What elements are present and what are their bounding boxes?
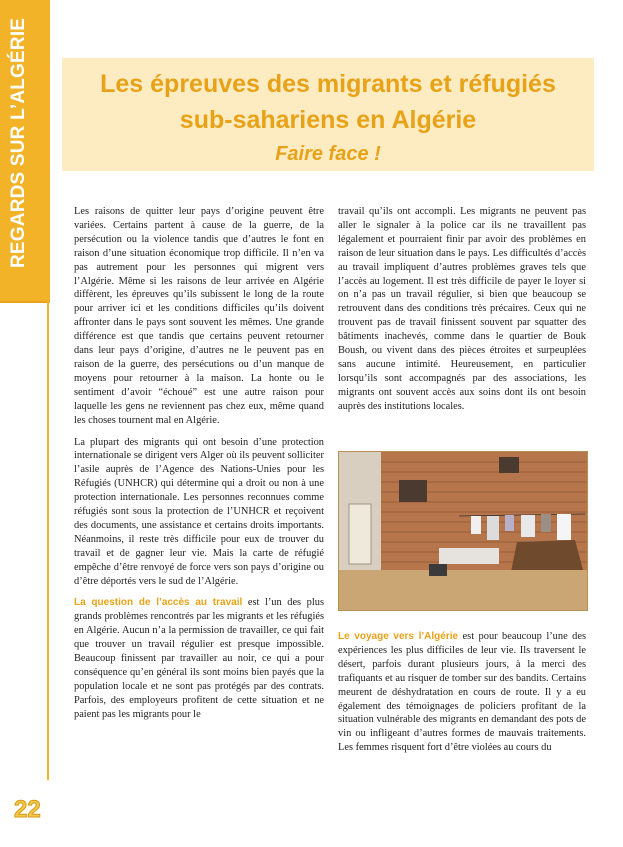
sidebar-rule [47, 0, 49, 780]
doorway [349, 504, 371, 564]
paragraph: Les raisons de quitter leur pays d’origine peuvent être variées. Certains partent à cause de la guerre, de la persécution ou la violence tandis que d’autres le font en raison d’une situation économique trop difficile. Il n’en va pas autrement pour les personnes qui migrent vers l’Algérie. Même si les raisons de leur arrivée en Algérie diffèrent, les épreuves qu’ils subissent le long de la route pour arriver ici et les conditions difficiles qu’ils doivent affronter dans le pays sont souvent les mêmes. Une grande différence est que tandis que certains peuvent retourner dans leur pays d’origine, d’autres ne le peuvent pas en raison de la guerre, des persécutions ou d’un manque de moyens pour retourner à la maison. La honte ou le sentiment d’avoir “échoué” est une autre raison pour laquelle les gens ne reviennent pas chez eux, même quand les choses tournent mal en Algérie. [74, 206, 324, 426]
highlighted-lead: Le voyage vers l’Algérie [338, 631, 459, 642]
title-line-1: Les épreuves des migrants et réfugiés [100, 70, 556, 98]
paragraph [338, 630, 586, 755]
page-number: 22 [14, 796, 41, 823]
sidebar-divider [0, 301, 50, 303]
left-column [74, 205, 324, 785]
right-column-top [338, 205, 586, 422]
hanging-laundry [471, 516, 481, 534]
hanging-laundry [521, 515, 535, 537]
ground [339, 570, 587, 610]
section-title: REGARDS SUR L’ALGÉRIE [8, 17, 29, 268]
paragraph-text: est pour beaucoup l’une des expériences les plus difficiles de leur vie. Ils traversent le désert, parfois durant plusieurs jours, à la merci des trafiquants et au risquer de tomber sur des bandits. Certains meurent de déshydratation en cours de route. Il y a eu également des témoignages de policiers profitant de la situation vulnérable des migrants en demandant des pots de vin ou infligeant d’autres formes de mauvais traitements. Les femmes risquent fort d’être violées au cours du [338, 631, 586, 754]
window-opening [499, 457, 519, 473]
title-line-2: sub-sahariens en Algérie [179, 106, 477, 134]
paragraph: travail qu’ils ont accompli. Les migrants ne peuvent pas aller le signaler à la police car ils ne travaillent pas légalement et pourraient finir par avoir des problèmes en raison de leur situation dans le pays. Les difficultés d’accès au travail impliquent d’autres problèmes graves tels que l’accès au logement. Il est très difficile de payer le loyer si on n’a pas un travail régulier, si bien que beaucoup se retrouvent dans des conditions très précaires. Ceux qui ne trouvent pas de travail finissent souvent par squatter des bâtiments inachevés, comme dans le quartier de Bouk Boush, ou vivent dans des pièces étroites et surpeuplées sans aucune intimité. Heureusement, en particulier lorsqu’ils sont accompagnés par des associations, les migrants ont souvent accès aux soins dont ils ont besoin auprès des institutions locales. [338, 206, 586, 412]
paragraph: La plupart des migrants qui ont besoin d’une protection internationale se dirigent vers Alger où ils peuvent solliciter l’asile auprès de l’Agence des Nations-Unies pour les Réfugiés (UNHCR) qui détermine qui a droit ou non à une protection internationale. Les personnes reconnues comme réfugiés sont sous la protection de l’UNHCR et reçoivent des documents, une assistance et certains droits importants. Néanmoins, il reste très difficile pour eux de trouver du travail et de gagner leur vie. Mais la carte de réfugié empêche d’être renvoyé de force vers son pays d’origine ou d’être déportés vers le sud de l’Algérie. [74, 436, 324, 587]
article-subtitle: Faire face ! [275, 143, 381, 165]
paragraph [74, 596, 324, 721]
unfinished-brick-building-photo [338, 451, 588, 611]
stairs [511, 540, 583, 572]
paragraph-text: est l’un des plus grands problèmes rencontrés par les migrants et les réfugiés en Algérie. Aucun n’a la permission de travailler, ce qui fait que trouver un travail régulier est presque impossible. Beaucoup finissent par travailler au noir, ce qui a pour conséquence qu’en général ils sont moins bien payés que la population locale et ne sont pas protégés par des contrats. Parfois, des employeurs profitent de cette situation et ne paient pas les migrants pour le [74, 597, 324, 720]
hanging-laundry [541, 514, 551, 532]
article-header [62, 58, 594, 171]
sidebar [0, 0, 50, 847]
photo-illustration [339, 452, 587, 610]
right-column-bottom [338, 630, 586, 763]
debris [429, 564, 447, 576]
window-opening [399, 480, 427, 502]
article-title [62, 66, 594, 138]
hanging-laundry [487, 516, 499, 540]
hanging-laundry [557, 514, 571, 540]
hanging-laundry [505, 515, 514, 531]
laundry-on-rail [439, 548, 499, 564]
highlighted-lead: La question de l’accès au travail [74, 597, 243, 609]
